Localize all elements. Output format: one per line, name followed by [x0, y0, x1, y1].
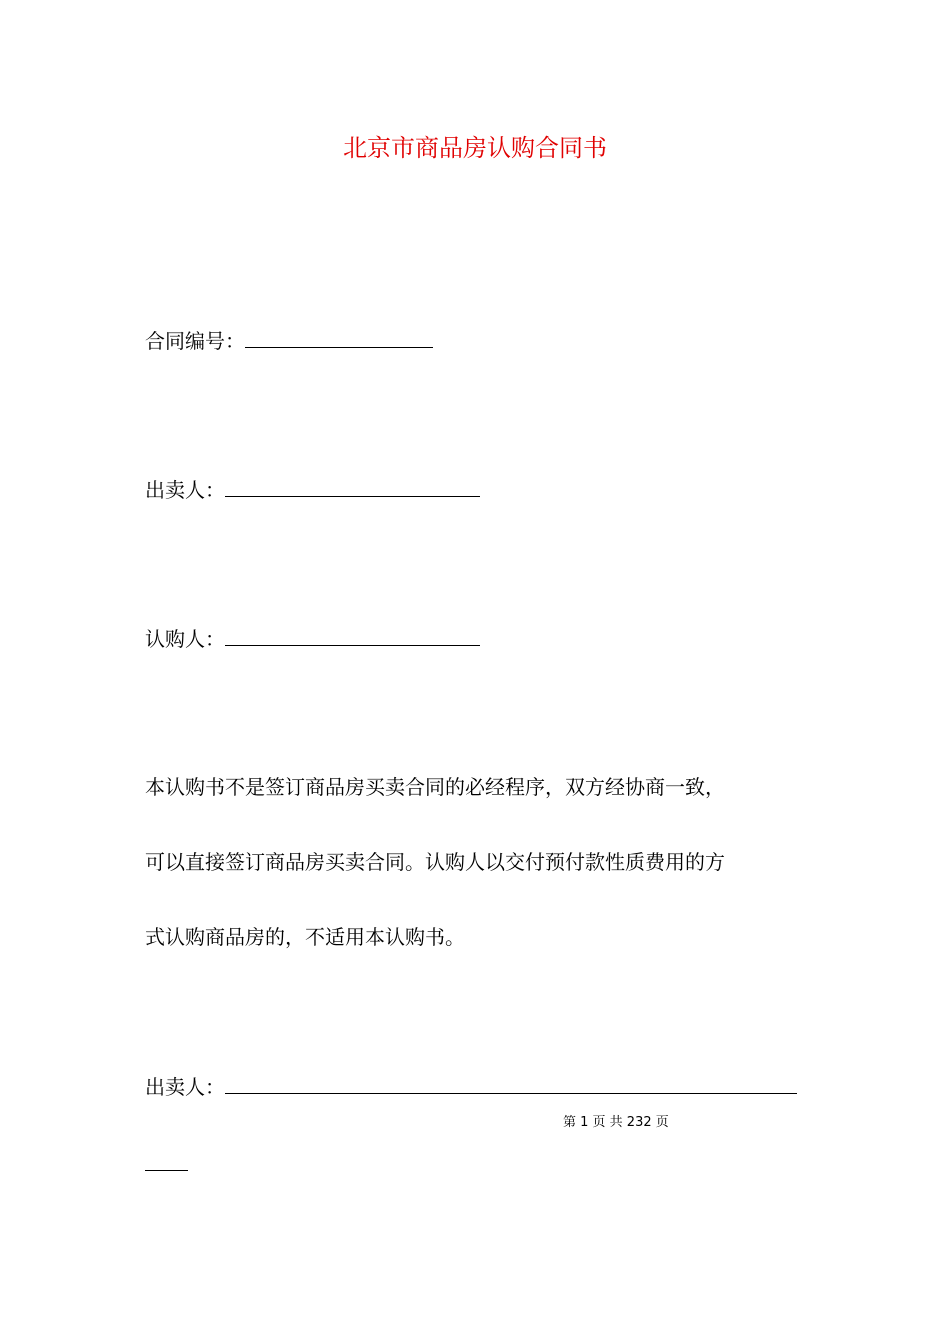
document-title: 北京市商品房认购合同书 [343, 134, 607, 162]
buyer-field [145, 623, 480, 654]
contract-number-blank-line [245, 325, 433, 348]
contract-number-field [145, 325, 433, 356]
paragraph-line-2: 可以直接签订商品房买卖合同。认购人以交付预付款性质费用的方 [145, 850, 725, 874]
paragraph-line-1: 本认购书不是签订商品房买卖合同的必经程序，双方经协商一致， [145, 775, 725, 799]
contract-number-label: 合同编号： [145, 329, 245, 353]
signature-seller-label: 出卖人： [145, 1075, 225, 1099]
seller-label: 出卖人： [145, 478, 225, 502]
buyer-label: 认购人： [145, 627, 225, 651]
page-number-footer: 第 1 页 共 232 页 [563, 1115, 669, 1130]
continued-blank-line [145, 1170, 188, 1171]
signature-seller-field [145, 1071, 797, 1102]
paragraph-line-3: 式认购商品房的，不适用本认购书。 [145, 925, 465, 949]
seller-blank-line [225, 474, 480, 497]
seller-field [145, 474, 480, 505]
signature-seller-blank-line [225, 1071, 797, 1094]
buyer-blank-line [225, 623, 480, 646]
